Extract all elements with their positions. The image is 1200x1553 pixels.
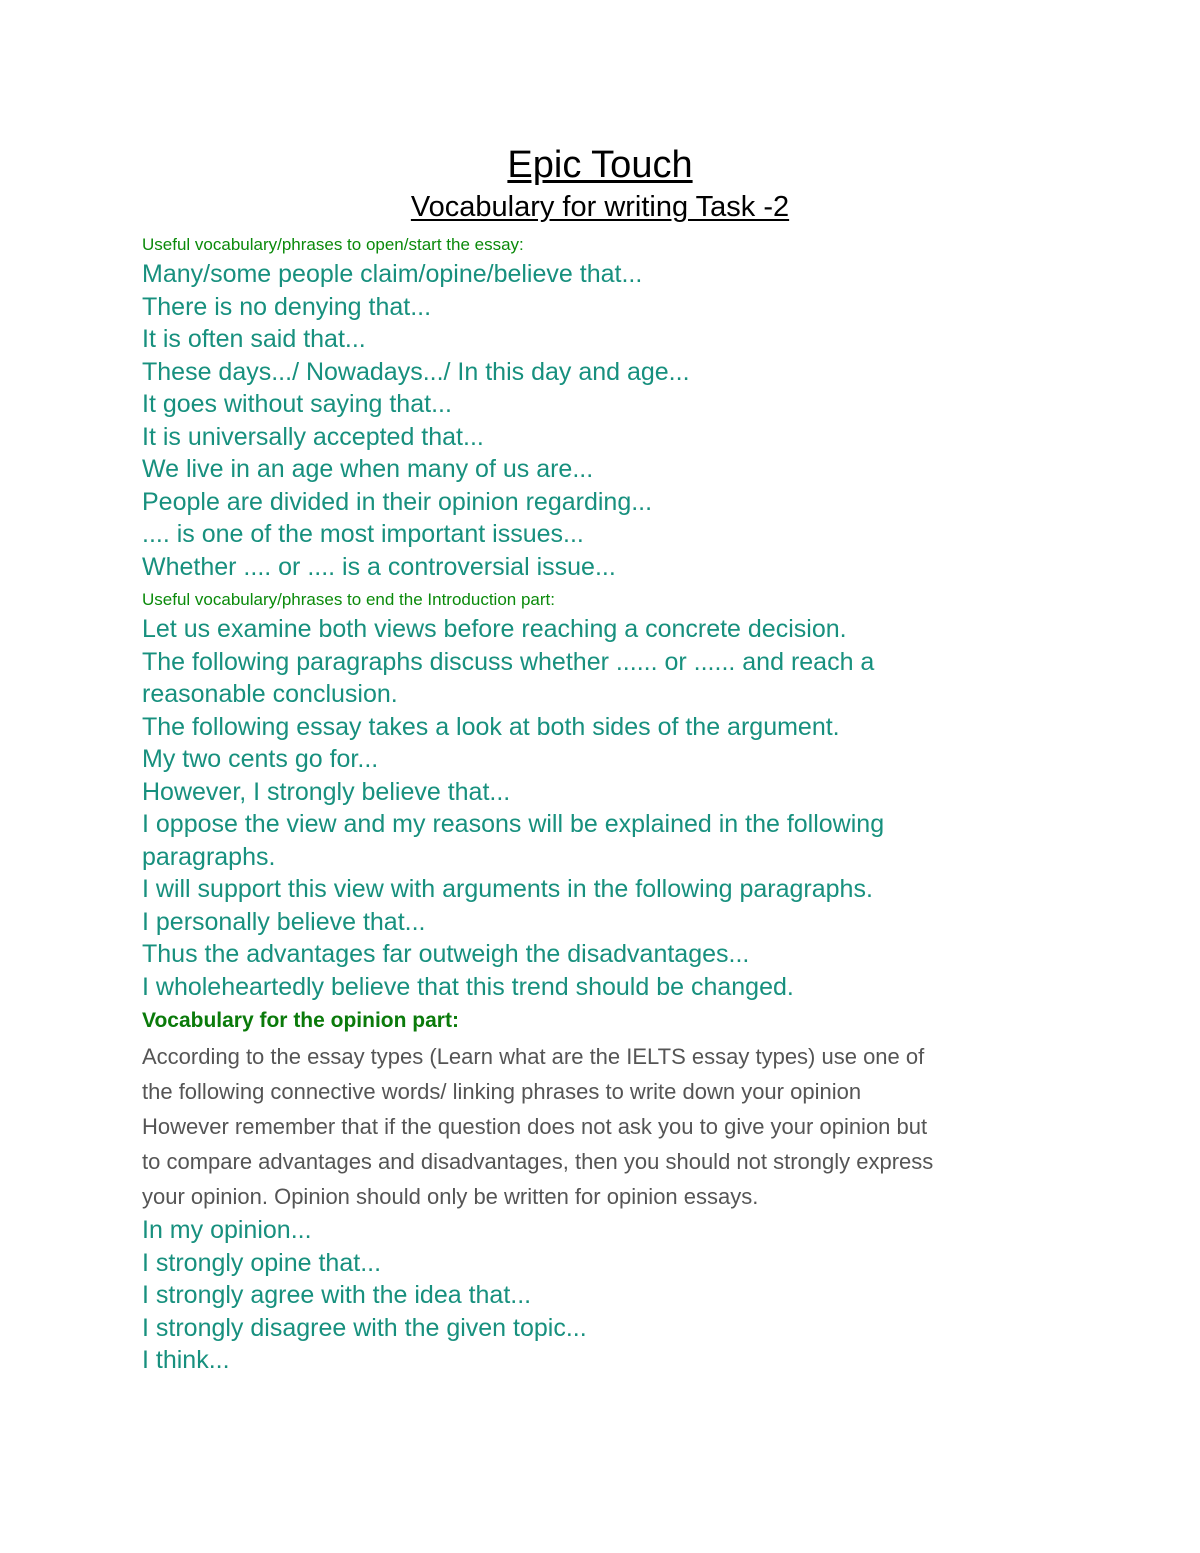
phrase-line: Whether .... or .... is a controversial issue...: [142, 552, 616, 581]
section-open-label: Useful vocabulary/phrases to open/start the essay:: [142, 235, 524, 254]
section-open-list: [142, 258, 1082, 583]
phrase-line: It is often said that...: [142, 325, 366, 353]
paragraph-line: your opinion. Opinion should only be written for opinion essays.: [142, 1184, 759, 1209]
section-opinion-heading: Vocabulary for the opinion part:: [142, 1009, 459, 1032]
phrase-line: reasonable conclusion.: [142, 680, 398, 708]
section-opinion-list: [142, 1214, 1082, 1377]
phrase-line: I oppose the view and my reasons will be explained in the following: [142, 810, 885, 838]
phrase-line: Many/some people claim/opine/believe that...: [142, 260, 643, 288]
document-header: [0, 143, 1200, 225]
paragraph-line: According to the essay types (Learn what are the IELTS essay types) use one of: [142, 1044, 925, 1069]
phrase-line: .... is one of the most important issues...: [142, 520, 584, 548]
phrase-line: It goes without saying that...: [142, 390, 452, 418]
phrase-line: I wholeheartedly believe that this trend should be changed.: [142, 972, 794, 1001]
phrase-line: I strongly agree with the idea that...: [142, 1281, 532, 1309]
phrase-line: paragraphs.: [142, 842, 276, 871]
phrase-line: It is universally accepted that...: [142, 422, 484, 451]
phrase-line: I think...: [142, 1346, 230, 1374]
phrase-line: I personally believe that...: [142, 907, 426, 936]
paragraph-line: to compare advantages and disadvantages, then you should not strongly express: [142, 1149, 934, 1174]
paragraph-line: However remember that if the question does not ask you to give your opinion but: [142, 1114, 928, 1139]
page-subtitle: Vocabulary for writing Task -2: [410, 191, 790, 223]
phrase-line: I strongly opine that...: [142, 1248, 382, 1277]
phrase-line: These days.../ Nowadays.../ In this day and age...: [142, 357, 690, 386]
phrase-line: The following essay takes a look at both sides of the argument.: [142, 712, 840, 741]
phrase-line: I will support this view with arguments in the following paragraphs.: [142, 875, 873, 903]
section-intro-end-label: Useful vocabulary/phrases to end the Introduction part:: [142, 590, 555, 609]
phrase-line: Let us examine both views before reaching a concrete decision.: [142, 615, 847, 643]
page-title: Epic Touch: [507, 144, 693, 186]
document-body: [142, 232, 1082, 1377]
phrase-line: People are divided in their opinion regarding...: [142, 487, 653, 516]
phrase-line: My two cents go for...: [142, 745, 379, 773]
phrase-line: We live in an age when many of us are...: [142, 455, 594, 483]
section-intro-end-list: [142, 613, 1082, 1003]
phrase-line: There is no denying that...: [142, 292, 432, 321]
paragraph-line: the following connective words/ linking phrases to write down your opinion: [142, 1079, 862, 1104]
phrase-line: I strongly disagree with the given topic...: [142, 1313, 587, 1342]
phrase-line: However, I strongly believe that...: [142, 777, 511, 806]
phrase-line: In my opinion...: [142, 1216, 312, 1244]
phrase-line: Thus the advantages far outweigh the disadvantages...: [142, 940, 750, 968]
section-opinion-paragraph: [142, 1039, 1082, 1214]
phrase-line: The following paragraphs discuss whether ...... or ...... and reach a: [142, 647, 875, 676]
